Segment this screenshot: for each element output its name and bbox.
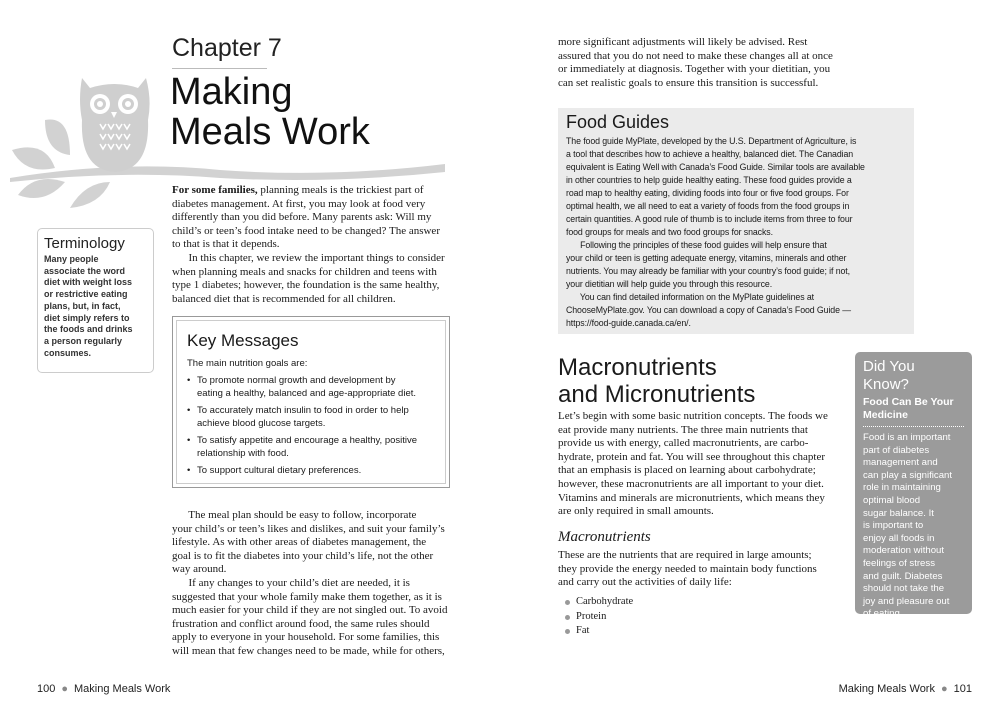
list-item: Protein xyxy=(564,610,633,625)
terminology-sidebar xyxy=(37,228,154,373)
subheading: Macronutrients xyxy=(558,529,651,545)
did-you-know-subheading: Food Can Be Your Medicine xyxy=(863,396,954,421)
intro-lead: For some families, xyxy=(172,184,258,196)
intro-paragraph xyxy=(172,184,445,306)
did-you-know-text: Food is an important part of diabetes management and can play a significant role in maintaining optimal blood sugar balance. It is important to enjoy all foods in moderation without feelings of stress and guilt. Diabetes should not take the joy and pleasure out of eating. xyxy=(863,432,953,620)
page-number: 100 xyxy=(37,683,56,695)
chapter-title: Making Meals Work xyxy=(170,71,370,153)
dotted-divider xyxy=(863,626,964,627)
section-paragraph: Let’s begin with some basic nutrition concepts. The foods we eat provide many nutrients. The three main nutrients that provide us with energy, called macronutrients, are carbo- hydrate, protein and fat. You will see throughout this chapter that an emphasis is placed on learning about carbohydrate; however, these macronutrients are all important to your diet. Vitamins and minerals are micronutrients, which means they are only required in small amounts. xyxy=(558,410,828,518)
food-guides-text: The food guide MyPlate, developed by the U.S. Department of Agriculture, is a tool that describes how to achieve a healthy, balanced diet. The Canadian equivalent is Eating Well with Canada’s Food Guide. Similar tools are available in other countries to help guide healthy eating. These food guides provide a road map to healthy eating, dividing foods into four or five food groups. For optimal health, we all need to eat a variety of foods from the food groups in certain quantities. A good rule of thumb is to include items from three to four food groups for meals and two food groups for snacks. Following the principles of these food guides will help ensure that your child or teen is getting adequate energy, vitamins, minerals and other nutrients. You may already be familiar with your country’s food guide; if not, your dietitian will help guide you through this resource. You can find detailed information on the MyPlate guidelines at ChooseMyPlate.gov. You can download a copy of Canada’s Food Guide — https://food-guide.canada.ca/en/. xyxy=(566,136,865,328)
macronutrient-list xyxy=(564,595,633,639)
continued-paragraph: more significant adjustments will likely be advised. Rest assured that you do not need to make these changes all at once or immediately at diagnosis. Together with your dietitian, you can set realistic goals to ensure this transition is successful. xyxy=(558,36,833,89)
food-guides-box xyxy=(558,108,914,334)
body-paragraphs: The meal plan should be easy to follow, incorporate your child’s or teen’s likes and dislikes, and suit your family’s lifestyle. As with other areas of diabetes management, the goal is to fit the diabetes into your child’s life, not the other way around. If any changes to your child’s diet are needed, it is suggested that your whole family make them together, as it is much easier for your child if they are not singled out. To avoid frustration and conflict around food, the same rules should apply to everyone in your household. For some families, this will mean that few changes need to be made, while for others, xyxy=(172,509,448,657)
chapter-divider xyxy=(172,68,267,69)
key-messages-heading: Key Messages xyxy=(187,331,299,350)
branch-icon xyxy=(10,164,445,182)
chapter-label: Chapter 7 xyxy=(172,34,282,62)
dotted-divider xyxy=(863,426,964,427)
key-messages-box xyxy=(172,316,450,488)
intro-text: planning meals is the trickiest part of diabetes management. At first, you may look at food very differently than you did before. Many parents ask: Will my child’s or teen’s food intake need to be changed? The answer to that is that it depends. In this chapter, we review the important things to consider when planning meals and snacks for children and teens with type 1 diabetes; however, the foundation is the same healthy, balanced diet that is recommended for all children. xyxy=(172,184,445,305)
sub-paragraph: These are the nutrients that are required in large amounts; they provide the energy needed to maintain body functions and carry out the activities of daily life: xyxy=(558,549,817,589)
list-item: Fat xyxy=(564,624,633,639)
owl-icon xyxy=(80,78,150,172)
did-you-know-sidebar xyxy=(855,352,972,620)
key-message-item: • To promote normal growth and development by eating a healthy, balanced and age-appropriate diet. xyxy=(187,374,435,400)
terminology-text: Many people associate the word diet with weight loss or restrictive eating plans, but, in fact, diet simply refers to the foods and drinks a person regularly consumes. xyxy=(44,254,133,358)
running-head: Making Meals Work xyxy=(74,683,171,695)
left-footer: 100 ● Making Meals Work xyxy=(37,683,171,695)
section-heading: Macronutrients and Micronutrients xyxy=(558,354,756,408)
key-messages-lead: The main nutrition goals are: xyxy=(187,358,308,369)
key-message-item: • To satisfy appetite and encourage a healthy, positive relationship with food. xyxy=(187,434,435,460)
running-head: Making Meals Work xyxy=(838,683,935,695)
right-footer: Making Meals Work ● 101 xyxy=(838,683,972,695)
list-item: Carbohydrate xyxy=(564,595,633,610)
key-message-item: • To support cultural dietary preferences. xyxy=(187,464,435,477)
food-guides-heading: Food Guides xyxy=(566,112,670,132)
key-message-item: • To accurately match insulin to food in order to help achieve blood glucose targets. xyxy=(187,404,435,430)
terminology-heading: Terminology xyxy=(44,235,125,252)
did-you-know-heading: Did You Know? xyxy=(863,358,915,393)
page-number: 101 xyxy=(953,683,972,695)
